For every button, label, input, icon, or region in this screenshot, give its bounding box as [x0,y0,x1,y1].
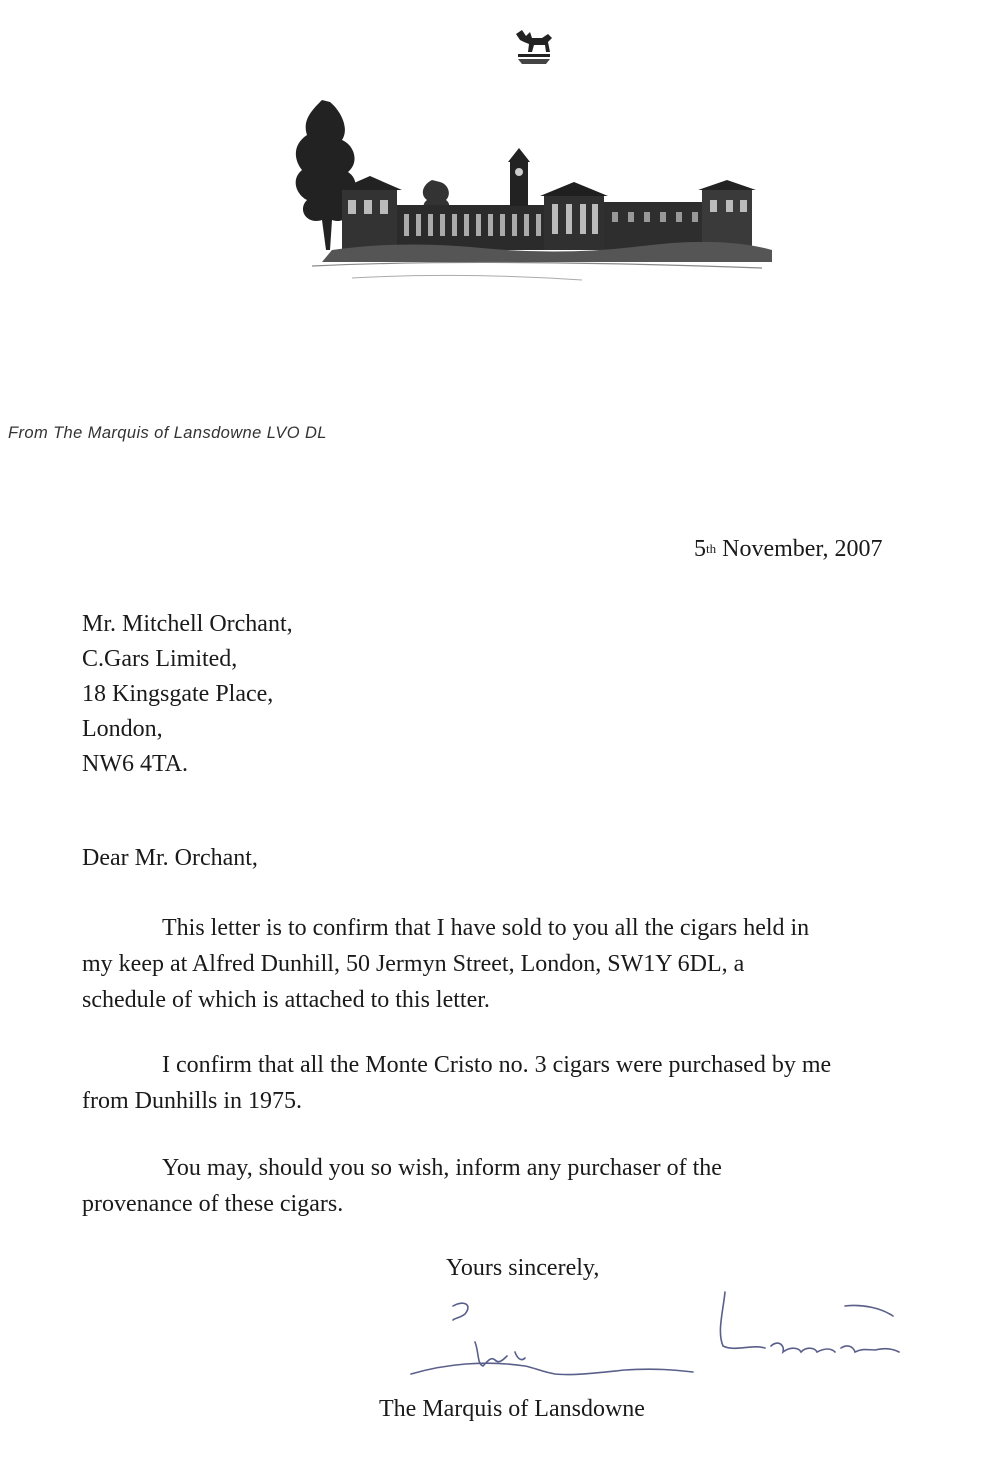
body-paragraph-3 [82,1150,982,1222]
recipient-street: 18 Kingsgate Place, [82,681,274,707]
recipient-address [82,607,293,782]
body-paragraph-1 [82,910,982,1018]
paragraph-line: schedule of which is attached to this letter. [82,987,490,1013]
paragraph-line: provenance of these cigars. [82,1191,344,1217]
salutation: Dear Mr. Orchant, [82,845,258,871]
date-month-year: November, 2007 [716,536,883,562]
paragraph-line: I confirm that all the Monte Cristo no. 3 cigars were purchased by me [162,1052,832,1078]
estate-engraving-illustration [282,90,778,290]
date-ordinal-suffix: th [706,541,717,556]
recipient-company: C.Gars Limited, [82,646,238,672]
signatory-name: The Marquis of Lansdowne [379,1396,645,1422]
handwritten-signature [405,1282,935,1392]
paragraph-line: from Dunhills in 1975. [82,1088,302,1114]
paragraph-line: You may, should you so wish, inform any purchaser of the [162,1155,722,1181]
recipient-postcode: NW6 4TA. [82,751,189,777]
recipient-city: London, [82,716,163,742]
date-day: 5 [694,536,706,562]
body-paragraph-2 [82,1047,982,1119]
letterhead-from-line: From The Marquis of Lansdowne LVO DL [8,424,327,442]
recipient-name: Mr. Mitchell Orchant, [82,611,293,637]
paragraph-line: This letter is to confirm that I have sold to you all the cigars held in [162,915,810,941]
crest-icon [512,28,556,66]
paragraph-line: my keep at Alfred Dunhill, 50 Jermyn Street, London, SW1Y 6DL, a [82,951,745,977]
closing: Yours sincerely, [446,1255,600,1281]
letter-date [694,536,882,563]
